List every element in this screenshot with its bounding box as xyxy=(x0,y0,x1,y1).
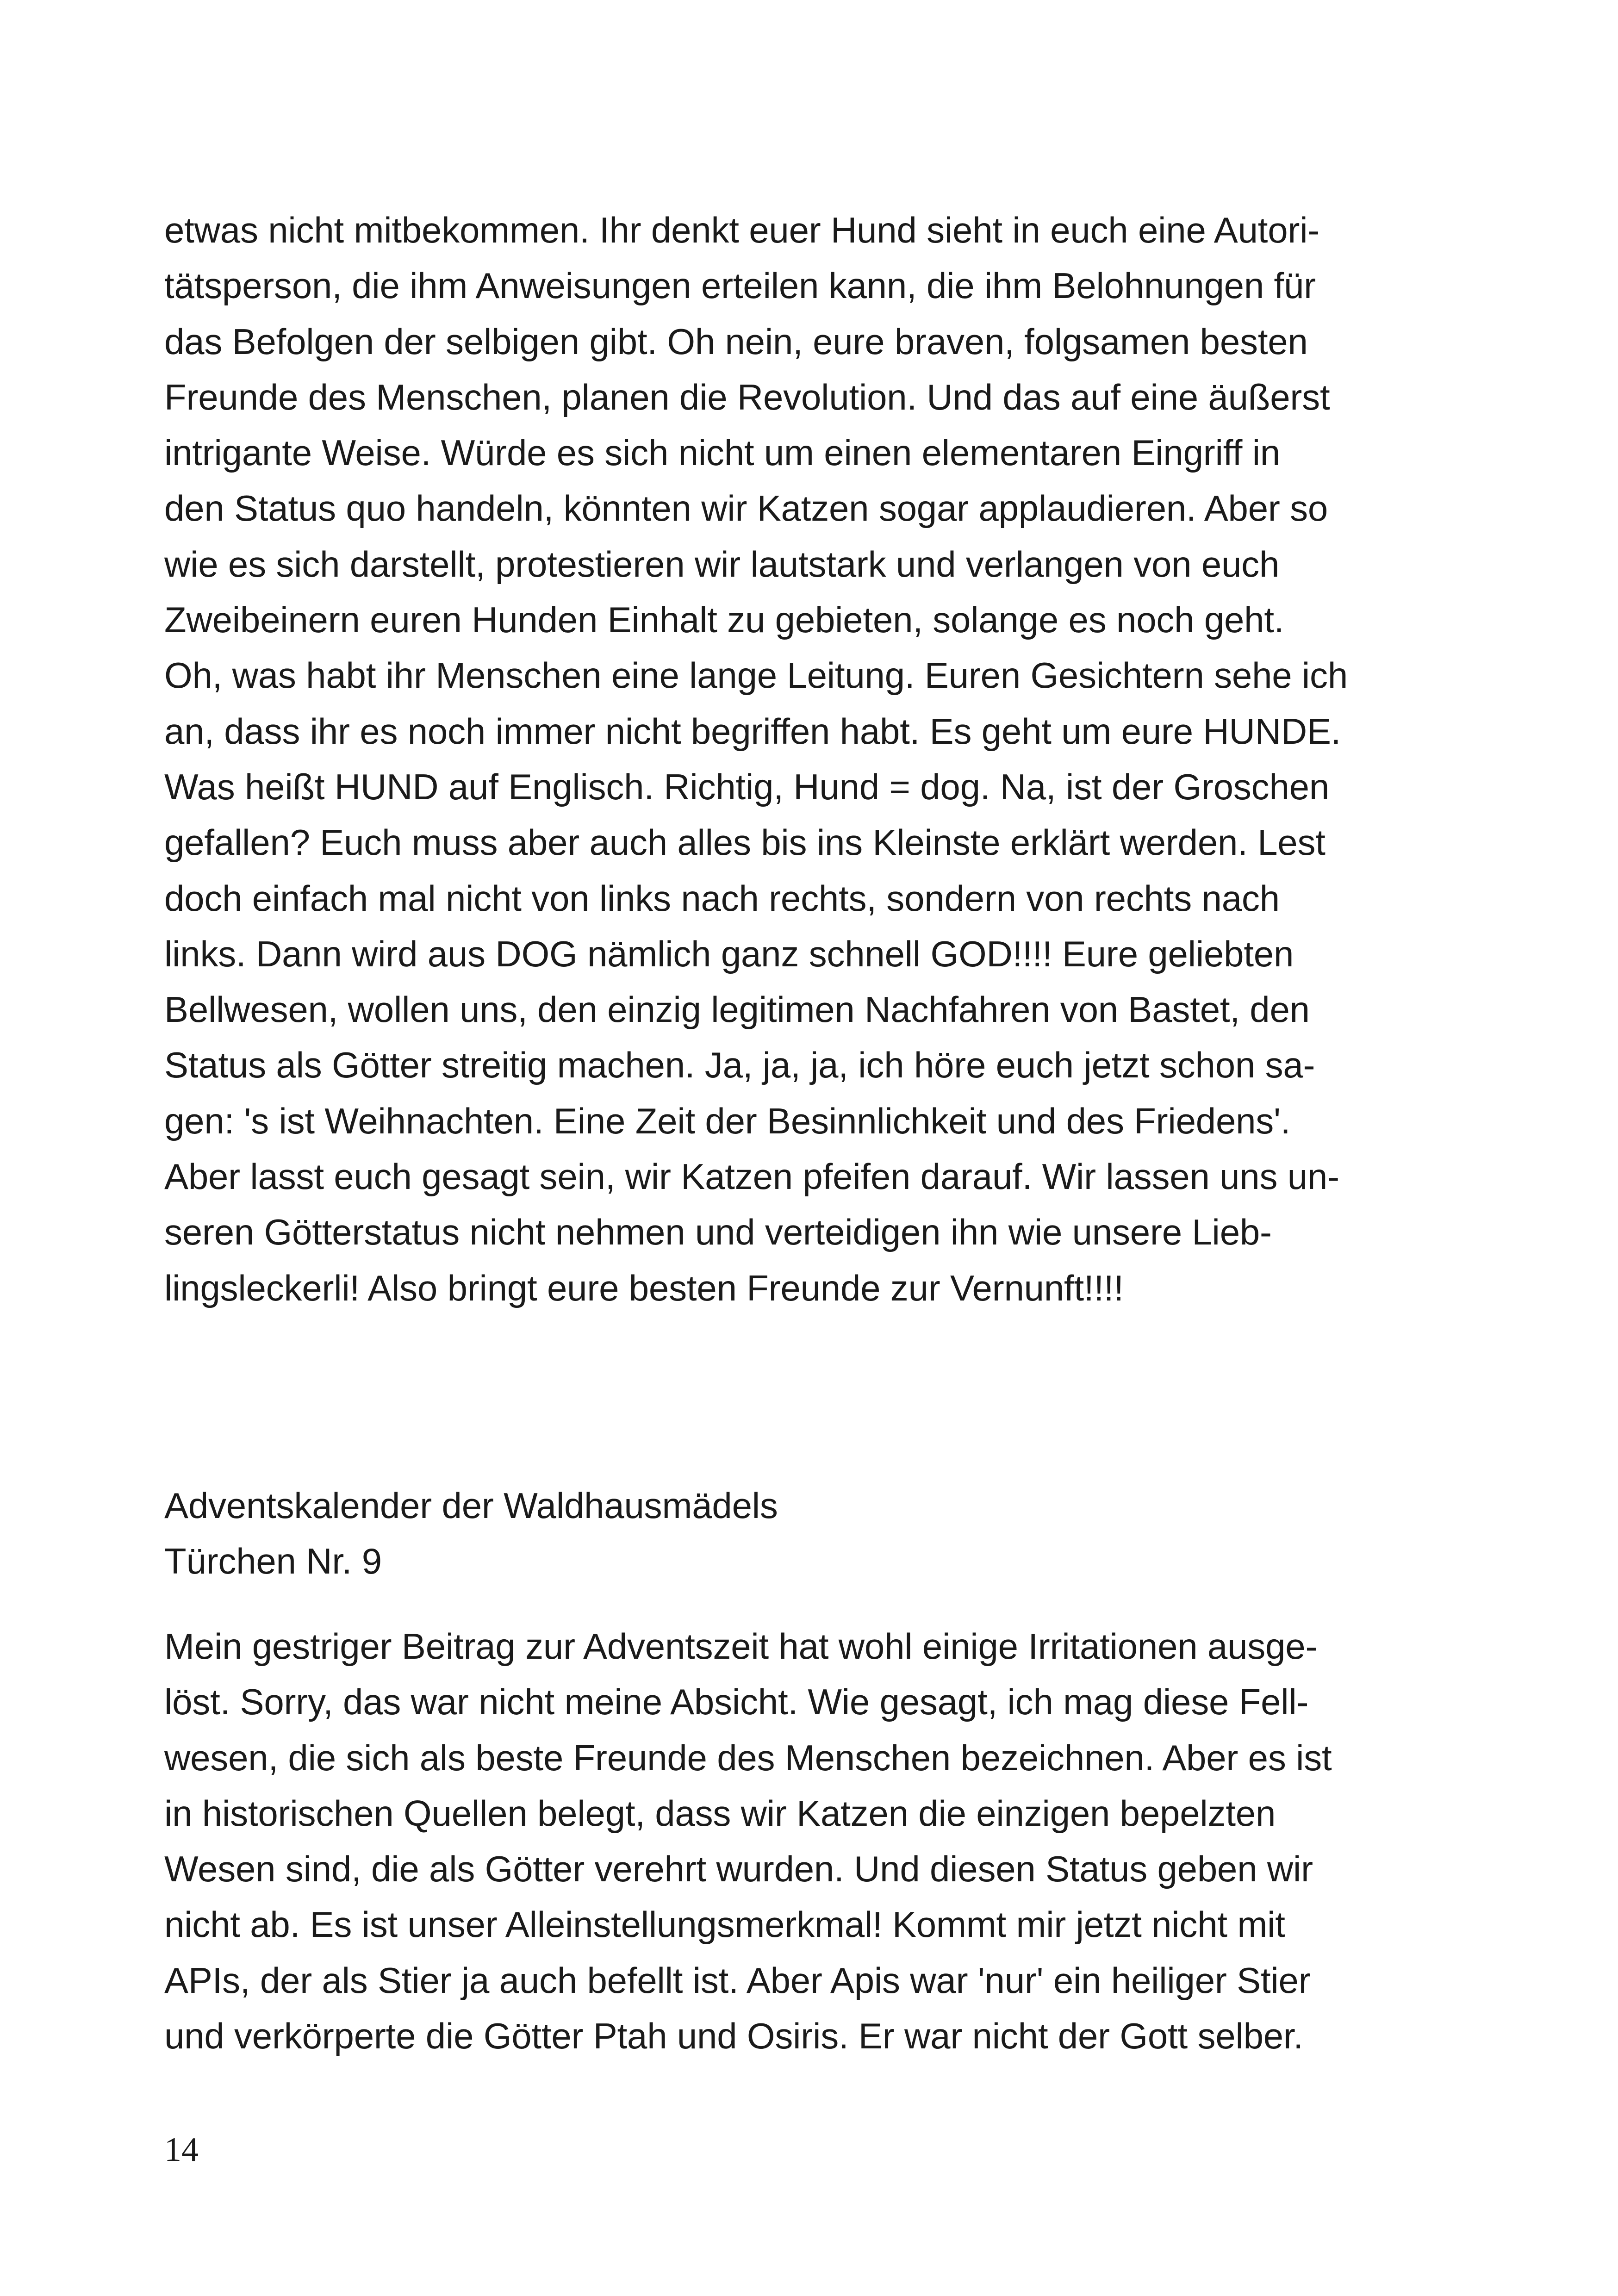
text-line: Bellwesen, wollen uns, den einzig legitimen Nachfahren von Bastet, den xyxy=(164,989,1310,1030)
text-line: gen: 's ist Weihnachten. Eine Zeit der Besinnlichkeit und des Friedens'. xyxy=(164,1100,1291,1141)
text-line: gefallen? Euch muss aber auch alles bis ins Kleinste erklärt werden. Lest xyxy=(164,822,1326,863)
body-paragraph xyxy=(164,1618,1442,2064)
text-line: an, dass ihr es noch immer nicht begriffen habt. Es geht um eure HUNDE. xyxy=(164,710,1341,752)
text-line: wie es sich darstellt, protestieren wir lautstark und verlangen von euch xyxy=(164,543,1280,585)
text-line: lingsleckerli! Also bringt eure besten Freunde zur Vernunft!!!! xyxy=(164,1267,1124,1308)
text-line: seren Götterstatus nicht nehmen und verteidigen ihn wie unsere Lieb- xyxy=(164,1212,1272,1253)
text-line: Aber lasst euch gesagt sein, wir Katzen pfeifen darauf. Wir lassen uns un- xyxy=(164,1156,1339,1197)
text-line: Was heißt HUND auf Englisch. Richtig, Hund = dog. Na, ist der Groschen xyxy=(164,766,1330,807)
section-title: Adventskalender der Waldhausmädels xyxy=(164,1485,778,1526)
text-line: links. Dann wird aus DOG nämlich ganz schnell GOD!!!! Eure geliebten xyxy=(164,933,1294,974)
text-line: Freunde des Menschen, planen die Revolution. Und das auf eine äußerst xyxy=(164,376,1330,417)
text-line: intrigante Weise. Würde es sich nicht um einen elementaren Eingriff in xyxy=(164,432,1281,473)
text-line: Status als Götter streitig machen. Ja, ja, ja, ich höre euch jetzt schon sa- xyxy=(164,1045,1315,1086)
text-line: den Status quo handeln, könnten wir Katzen sogar applaudieren. Aber so xyxy=(164,488,1328,529)
text-line: löst. Sorry, das war nicht meine Absicht. Wie gesagt, ich mag diese Fell- xyxy=(164,1681,1309,1723)
text-line: APIs, der als Stier ja auch befellt ist. Aber Apis war 'nur' ein heiliger Stier xyxy=(164,1960,1311,2001)
section-subtitle: Türchen Nr. 9 xyxy=(164,1541,382,1582)
text-line: wesen, die sich als beste Freunde des Menschen bezeichnen. Aber es ist xyxy=(164,1737,1332,1778)
text-line: und verkörperte die Götter Ptah und Osiris. Er war nicht der Gott selber. xyxy=(164,2016,1303,2057)
text-line: doch einfach mal nicht von links nach rechts, sondern von rechts nach xyxy=(164,877,1280,919)
text-line: das Befolgen der selbigen gibt. Oh nein, eure braven, folgsamen besten xyxy=(164,321,1308,362)
text-line: Mein gestriger Beitrag zur Adventszeit hat wohl einige Irritationen ausge- xyxy=(164,1626,1318,1667)
text-line: etwas nicht mitbekommen. Ihr denkt euer Hund sieht in euch eine Autori- xyxy=(164,210,1320,250)
text-line: Zweibeinern euren Hunden Einhalt zu gebieten, solange es noch geht. xyxy=(164,599,1284,641)
section-heading xyxy=(164,1478,1442,1589)
text-line: tätsperson, die ihm Anweisungen erteilen kann, die ihm Belohnungen für xyxy=(164,265,1316,306)
text-line: Oh, was habt ihr Menschen eine lange Leitung. Euren Gesichtern sehe ich xyxy=(164,655,1348,696)
text-line: Wesen sind, die als Götter verehrt wurden. Und diesen Status geben wir xyxy=(164,1848,1313,1890)
text-line: nicht ab. Es ist unser Alleinstellungsmerkmal! Kommt mir jetzt nicht mit xyxy=(164,1904,1285,1945)
text-line: in historischen Quellen belegt, dass wir Katzen die einzigen bepelzten xyxy=(164,1792,1276,1834)
page-number: 14 xyxy=(164,2131,199,2169)
body-paragraph xyxy=(164,202,1442,1316)
